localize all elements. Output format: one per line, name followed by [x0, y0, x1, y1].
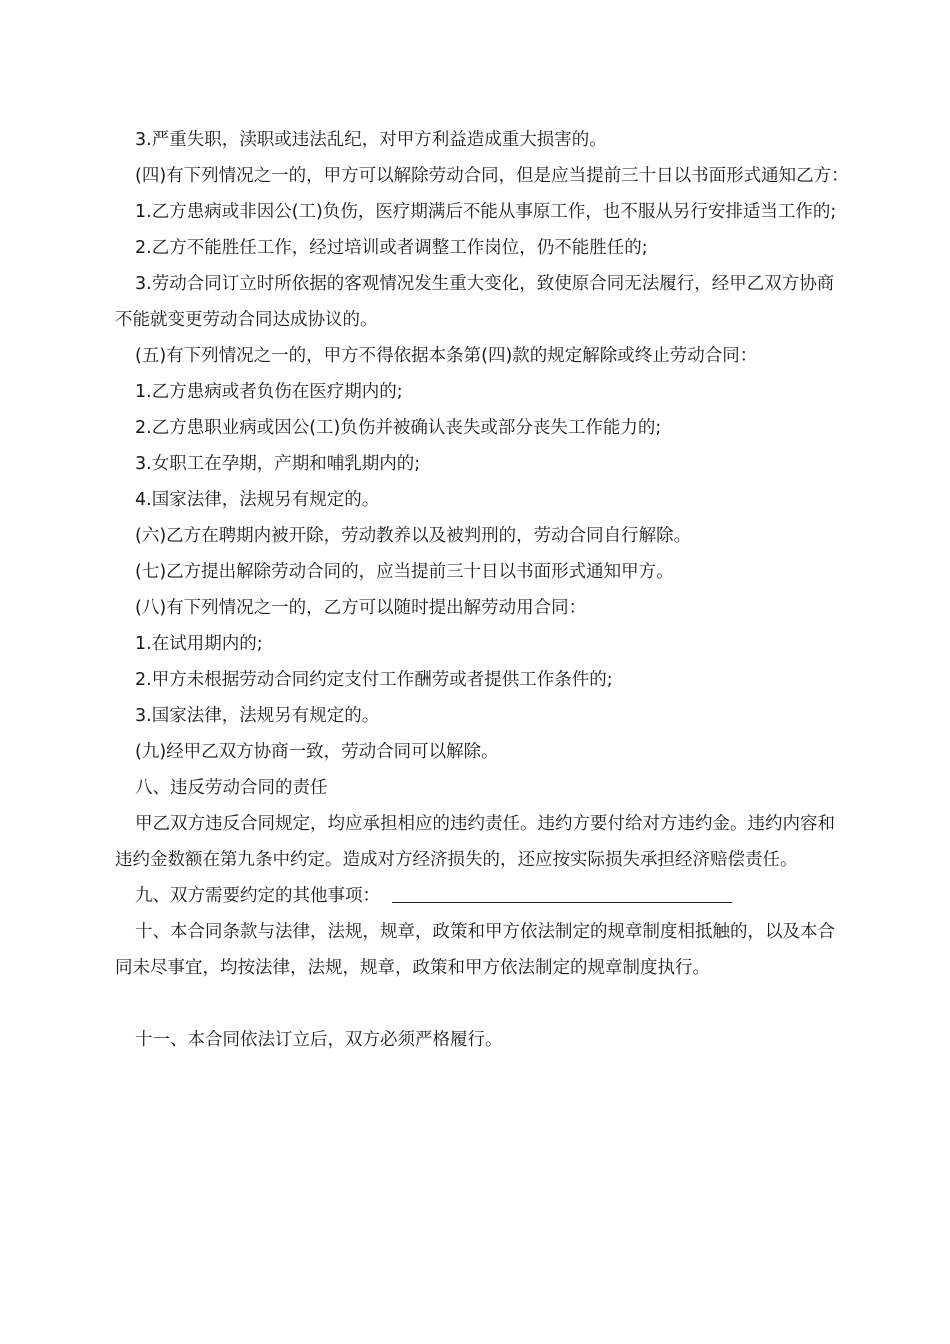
paragraph-section-8-item-2: 2.甲方未根据劳动合同约定支付工作酬劳或者提供工作条件的;	[135, 670, 613, 690]
paragraph-section-6: (六)乙方在聘期内被开除，劳动教养以及被判刑的，劳动合同自行解除。	[135, 526, 692, 546]
document-body	[115, 122, 850, 1058]
paragraph-section-8-heading: (八)有下列情况之一的，乙方可以随时提出解劳动用合同：	[135, 598, 587, 618]
other-matters-blank-line	[392, 901, 732, 903]
clause-eight-heading: 八、违反劳动合同的责任	[135, 778, 328, 798]
paragraph-section-8-item-1: 1.在试用期内的;	[135, 634, 263, 654]
paragraph-section-5-item-2: 2.乙方患职业病或因公(工)负伤并被确认丧失或部分丧失工作能力的;	[135, 418, 662, 438]
clause-nine-other-matters	[115, 878, 850, 914]
paragraph-section-7: (七)乙方提出解除劳动合同的，应当提前三十日以书面形式通知甲方。	[135, 562, 674, 582]
clause-ten: 十、本合同条款与法律，法规，规章，政策和甲方依法制定的规章制度相抵触的，以及本合同未尽事宜，均按法律，法规，规章，政策和甲方依法制定的规章制度执行。	[115, 922, 835, 978]
paragraph-section-5-item-1: 1.乙方患病或者负伤在医疗期内的;	[135, 382, 403, 402]
paragraph-section-4-item-2: 2.乙方不能胜任工作，经过培训或者调整工作岗位，仍不能胜任的;	[135, 238, 648, 258]
paragraph-section-4-item-3: 3.劳动合同订立时所依据的客观情况发生重大变化，致使原合同无法履行，经甲乙双方协商不能就变更劳动合同达成协议的。	[115, 274, 835, 330]
paragraph-section-4-heading: (四)有下列情况之一的，甲方可以解除劳动合同，但是应当提前三十日以书面形式通知乙方：	[135, 166, 849, 186]
paragraph-item-3-serious-dereliction: 3.严重失职，渎职或违法乱纪，对甲方利益造成重大损害的。	[135, 130, 607, 150]
paragraph-section-5-item-3: 3.女职工在孕期，产期和哺乳期内的;	[135, 454, 421, 474]
paragraph-spacer	[115, 986, 850, 1022]
clause-nine-label: 九、双方需要约定的其他事项：	[135, 886, 380, 906]
paragraph-section-5-heading: (五)有下列情况之一的，甲方不得依据本条第(四)款的规定解除或终止劳动合同：	[135, 346, 758, 366]
clause-eight-body: 甲乙双方违反合同规定，均应承担相应的违约责任。违约方要付给对方违约金。违约内容和违约金数额在第九条中约定。造成对方经济损失的，还应按实际损失承担经济赔偿责任。	[115, 814, 835, 870]
paragraph-section-8-item-3: 3.国家法律，法规另有规定的。	[135, 706, 380, 726]
paragraph-section-5-item-4: 4.国家法律，法规另有规定的。	[135, 490, 380, 510]
clause-eleven: 十一、本合同依法订立后，双方必须严格履行。	[135, 1030, 503, 1050]
paragraph-section-9: (九)经甲乙双方协商一致，劳动合同可以解除。	[135, 742, 499, 762]
paragraph-section-4-item-1: 1.乙方患病或非因公(工)负伤，医疗期满后不能从事原工作，也不服从另行安排适当工作的;	[135, 202, 837, 222]
